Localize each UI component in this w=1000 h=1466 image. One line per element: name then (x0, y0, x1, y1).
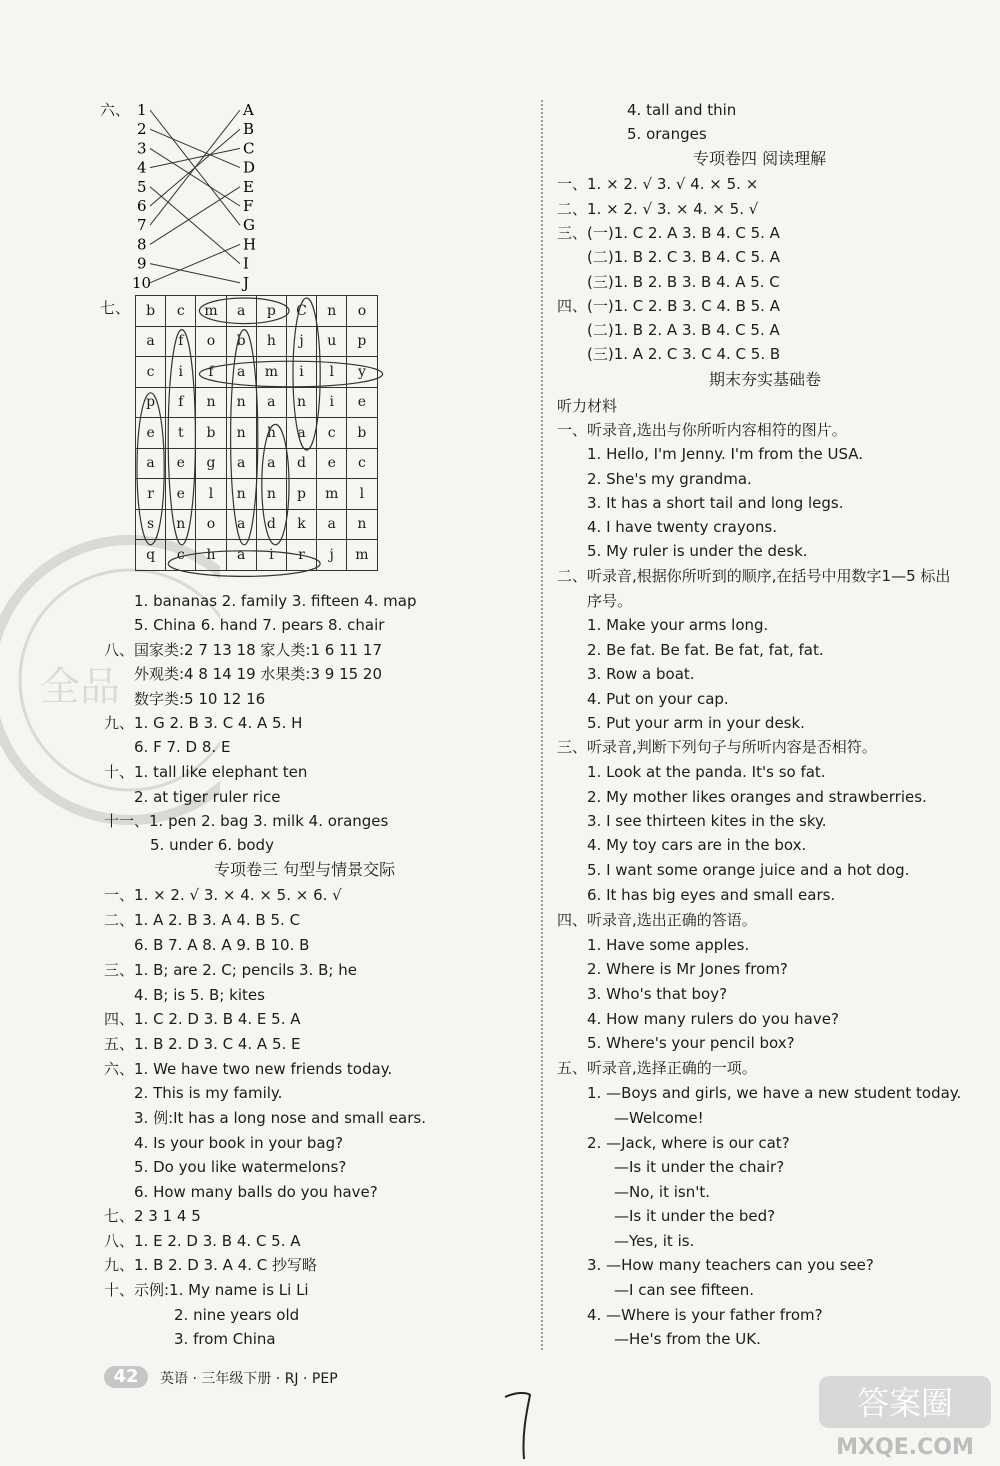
grid-cell: e (347, 387, 377, 418)
q4-item: 1. Have some apples. (587, 936, 750, 954)
t4-line: 三、(一)1. C 2. A 3. B 4. C 5. A (557, 224, 780, 242)
grid-cell: a (226, 540, 256, 571)
grid-cell: a (317, 509, 347, 540)
t4-line: 一、1. × 2. √ 3. √ 4. × 5. × (557, 175, 759, 193)
match-right-label: B (243, 120, 255, 139)
grid-cell: a (286, 418, 316, 449)
q3-item: 6. It has big eyes and small ears. (587, 886, 836, 904)
q1-item: 4. I have twenty crayons. (587, 518, 778, 536)
grid-cell: p (256, 296, 286, 327)
t3-line: 三、1. B; are 2. C; pencils 3. B; he (104, 961, 357, 979)
grid-cell: n (286, 387, 316, 418)
s11-line2: 5. under 6. body (150, 836, 274, 854)
match-right-label: H (243, 235, 257, 254)
grid-cell: m (256, 357, 286, 388)
grid-cell: e (317, 448, 347, 479)
q5-line: —He's from the UK. (614, 1330, 761, 1348)
t3-line: 十、示例:1. My name is Li Li (104, 1281, 309, 1299)
grid-cell: i (317, 387, 347, 418)
grid-cell: f (166, 387, 196, 418)
s7-answers-line1: 1. bananas 2. family 3. fifteen 4. map (134, 592, 417, 610)
t4-line: 四、(一)1. C 2. B 3. C 4. B 5. A (557, 297, 780, 315)
match-right-label: F (243, 197, 254, 215)
match-left-label: 5 (137, 177, 147, 196)
t3-line: 五、1. B 2. D 3. C 4. A 5. E (104, 1035, 301, 1053)
grid-cell: n (166, 509, 196, 540)
q3-item: 5. I want some orange juice and a hot dog. (587, 861, 910, 879)
grid-cell: b (196, 418, 226, 449)
grid-cell: e (136, 418, 166, 449)
r-top-line: 5. oranges (627, 125, 707, 143)
matching-exercise (100, 100, 270, 295)
q2-item: 4. Put on your cap. (587, 690, 729, 708)
grid-cell: m (317, 479, 347, 510)
match-line (150, 244, 240, 282)
grid-cell: u (317, 326, 347, 357)
q5-line: 2. —Jack, where is our cat? (587, 1134, 790, 1152)
match-left-label: 6 (137, 197, 147, 215)
grid-row (136, 479, 378, 510)
t3-line: 六、1. We have two new friends today. (104, 1060, 393, 1078)
t4-line: 二、1. × 2. √ 3. × 4. × 5. √ (557, 200, 759, 218)
grid-cell: a (136, 448, 166, 479)
match-line (150, 148, 240, 206)
match-right-label: J (243, 273, 250, 292)
s11-line1: 十一、1. pen 2. bag 3. milk 4. oranges (104, 812, 389, 830)
grid-cell: l (196, 479, 226, 510)
q3-item: 3. I see thirteen kites in the sky. (587, 812, 827, 830)
grid-cell: l (347, 479, 377, 510)
q1-item: 2. She's my grandma. (587, 470, 752, 488)
t3-line: 2. nine years old (174, 1306, 300, 1324)
q1-item: 5. My ruler is under the desk. (587, 542, 808, 560)
grid-cell: b (136, 296, 166, 327)
t3-line: 2. This is my family. (134, 1084, 283, 1102)
grid-cell: e (166, 479, 196, 510)
grid-cell: e (166, 448, 196, 479)
section-title-5: 期末夯实基础卷 (709, 370, 822, 389)
grid-cell: o (347, 296, 377, 327)
match-left-label: 10 (132, 273, 152, 292)
match-left-label: 9 (137, 254, 147, 273)
grid-cell: r (286, 540, 316, 571)
t3-line: 4. B; is 5. B; kites (134, 986, 265, 1004)
q5-line: —Welcome! (614, 1109, 704, 1127)
s8-line3: 数字类:5 10 12 16 (134, 690, 266, 708)
section-6-label: 六、 (100, 101, 131, 119)
match-right-label: A (243, 101, 254, 119)
t3-line: 3. from China (174, 1330, 276, 1348)
s10-line1: 十、1. tall like elephant ten (104, 763, 308, 781)
t4-line: (二)1. B 2. A 3. B 4. C 5. A (587, 321, 780, 339)
corner-watermark-logo (815, 1372, 995, 1462)
grid-cell: p (136, 387, 166, 418)
t3-line: 6. How many balls do you have? (134, 1183, 378, 1201)
grid-row (136, 326, 378, 357)
t3-line: 3. 例:It has a long nose and small ears. (134, 1109, 426, 1127)
listening-heading: 听力材料 (557, 397, 618, 415)
handwritten-mark (500, 1385, 540, 1465)
grid-cell: n (347, 509, 377, 540)
grid-row (136, 540, 378, 571)
match-line (150, 187, 240, 264)
match-line (150, 264, 240, 283)
grid-cell: n (317, 296, 347, 327)
t3-line: 九、1. B 2. D 3. A 4. C 抄写略 (104, 1256, 317, 1274)
grid-row (136, 357, 378, 388)
q4-item: 4. How many rulers do you have? (587, 1010, 839, 1028)
grid-row (136, 418, 378, 449)
match-right-label: I (243, 254, 249, 273)
grid-cell: c (317, 418, 347, 449)
q1-heading: 一、听录音,选出与你所听内容相符的图片。 (557, 421, 847, 439)
grid-cell: C (286, 296, 316, 327)
column-divider (541, 100, 543, 1350)
q4-item: 5. Where's your pencil box? (587, 1034, 795, 1052)
grid-cell: m (347, 540, 377, 571)
grid-cell: h (256, 326, 286, 357)
q5-heading: 五、听录音,选择正确的一项。 (557, 1059, 757, 1077)
grid-cell: y (347, 357, 377, 388)
t3-line: 4. Is your book in your bag? (134, 1134, 344, 1152)
grid-cell: f (166, 326, 196, 357)
t4-line: (三)1. A 2. C 3. C 4. C 5. B (587, 345, 781, 363)
section-title-3: 专项卷三 句型与情景交际 (214, 860, 396, 879)
match-right-label: G (243, 216, 255, 235)
t4-line: (二)1. B 2. C 3. B 4. C 5. A (587, 248, 780, 266)
grid-cell: i (286, 357, 316, 388)
grid-cell: q (136, 540, 166, 571)
q1-item: 3. It has a short tail and long legs. (587, 494, 844, 512)
grid-cell: l (317, 357, 347, 388)
match-left-label: 2 (137, 120, 147, 139)
svg-text:MXQE.COM: MXQE.COM (836, 1435, 974, 1460)
q5-line: 1. —Boys and girls, we have a new student today. (587, 1084, 962, 1102)
q5-line: —Is it under the bed? (614, 1207, 776, 1225)
grid-cell: d (256, 509, 286, 540)
q3-heading: 三、听录音,判断下列句子与所听内容是否相符。 (557, 738, 877, 756)
t3-line: 四、1. C 2. D 3. B 4. E 5. A (104, 1010, 301, 1028)
grid-cell: g (196, 448, 226, 479)
q2-heading-cont: 序号。 (587, 592, 633, 610)
grid-cell: r (136, 479, 166, 510)
match-left-label: 1 (137, 101, 147, 119)
s9-line2: 6. F 7. D 8. E (134, 738, 231, 756)
t4-line: (三)1. B 2. B 3. B 4. A 5. C (587, 273, 780, 291)
t3-line: 5. Do you like watermelons? (134, 1158, 347, 1176)
svg-text:全品: 全品 (40, 664, 120, 710)
grid-row (136, 387, 378, 418)
section-title-4: 专项卷四 阅读理解 (693, 149, 827, 168)
grid-cell: a (256, 448, 286, 479)
q5-line: 3. —How many teachers can you see? (587, 1256, 874, 1274)
grid-row (136, 509, 378, 540)
match-left-label: 4 (137, 158, 147, 177)
grid-cell: o (196, 509, 226, 540)
t3-line: 6. B 7. A 8. A 9. B 10. B (134, 936, 310, 954)
s7-answers-line2: 5. China 6. hand 7. pears 8. chair (134, 616, 385, 634)
grid-cell: p (347, 326, 377, 357)
q2-item: 2. Be fat. Be fat. Be fat, fat, fat. (587, 641, 824, 659)
q2-heading: 二、听录音,根据你所听到的顺序,在括号中用数字1—5 标出 (557, 567, 951, 585)
q5-line: 4. —Where is your father from? (587, 1306, 823, 1324)
q4-heading: 四、听录音,选出正确的答语。 (557, 911, 757, 929)
match-left-label: 8 (137, 235, 147, 254)
s10-line2: 2. at tiger ruler rice (134, 788, 281, 806)
match-right-label: E (243, 177, 254, 196)
match-right-label: C (243, 139, 255, 158)
grid-cell: a (226, 296, 256, 327)
q2-item: 1. Make your arms long. (587, 616, 769, 634)
grid-cell: c (166, 296, 196, 327)
t3-line: 二、1. A 2. B 3. A 4. B 5. C (104, 911, 301, 929)
word-search-table (135, 295, 378, 571)
q5-line: —No, it isn't. (614, 1183, 711, 1201)
grid-cell: b (347, 418, 377, 449)
q5-line: —Is it under the chair? (614, 1158, 785, 1176)
grid-cell: c (136, 357, 166, 388)
q3-item: 1. Look at the panda. It's so fat. (587, 763, 826, 781)
footer-text: 英语 · 三年级下册 · RJ · PEP (160, 1371, 338, 1387)
grid-cell: t (166, 418, 196, 449)
q3-item: 4. My toy cars are in the box. (587, 836, 807, 854)
grid-cell: j (317, 540, 347, 571)
grid-cell: c (347, 448, 377, 479)
match-line (150, 148, 240, 167)
grid-cell: a (136, 326, 166, 357)
grid-cell: i (256, 540, 286, 571)
r-top-line: 4. tall and thin (627, 101, 737, 119)
s9-line1: 九、1. G 2. B 3. C 4. A 5. H (104, 714, 303, 732)
grid-cell: h (196, 540, 226, 571)
s8-line1: 八、国家类:2 7 13 18 家人类:1 6 11 17 (104, 641, 383, 659)
grid-cell: s (136, 509, 166, 540)
grid-cell: n (256, 479, 286, 510)
grid-cell: i (166, 357, 196, 388)
grid-cell: a (226, 509, 256, 540)
match-left-label: 7 (137, 216, 147, 235)
q4-item: 2. Where is Mr Jones from? (587, 960, 788, 978)
grid-cell: b (226, 326, 256, 357)
grid-cell: p (286, 479, 316, 510)
grid-cell: h (256, 418, 286, 449)
match-right-label: D (243, 158, 256, 177)
t3-line: 七、2 3 1 4 5 (104, 1207, 201, 1225)
grid-cell: k (286, 509, 316, 540)
grid-cell: n (226, 479, 256, 510)
grid-cell: a (256, 387, 286, 418)
grid-cell: m (196, 296, 226, 327)
grid-cell: n (196, 387, 226, 418)
q5-line: —I can see fifteen. (614, 1281, 755, 1299)
grid-cell: a (226, 357, 256, 388)
section-7-label: 七、 (100, 299, 131, 317)
grid-cell: f (196, 357, 226, 388)
grid-cell: o (196, 326, 226, 357)
match-line (150, 129, 240, 167)
word-search-grid (135, 295, 378, 571)
grid-row (136, 296, 378, 327)
svg-text:答案圈: 答案圈 (856, 1384, 954, 1422)
q3-item: 2. My mother likes oranges and strawberries. (587, 788, 927, 806)
grid-cell: n (226, 418, 256, 449)
q1-item: 1. Hello, I'm Jenny. I'm from the USA. (587, 445, 864, 463)
match-left-label: 3 (137, 139, 147, 158)
t3-line: 八、1. E 2. D 3. B 4. C 5. A (104, 1232, 301, 1250)
q2-item: 5. Put your arm in your desk. (587, 714, 805, 732)
t3-line: 一、1. × 2. √ 3. × 4. × 5. × 6. √ (104, 886, 342, 904)
grid-row (136, 448, 378, 479)
grid-cell: j (286, 326, 316, 357)
q2-item: 3. Row a boat. (587, 665, 695, 683)
grid-cell: a (226, 448, 256, 479)
grid-cell: d (286, 448, 316, 479)
page-number-badge: 42 (104, 1366, 148, 1388)
q4-item: 3. Who's that boy? (587, 985, 728, 1003)
grid-cell: c (166, 540, 196, 571)
grid-cell: n (226, 387, 256, 418)
match-line (150, 187, 240, 245)
q5-line: —Yes, it is. (614, 1232, 695, 1250)
s8-line2: 外观类:4 8 14 19 水果类:3 9 15 20 (134, 665, 383, 683)
